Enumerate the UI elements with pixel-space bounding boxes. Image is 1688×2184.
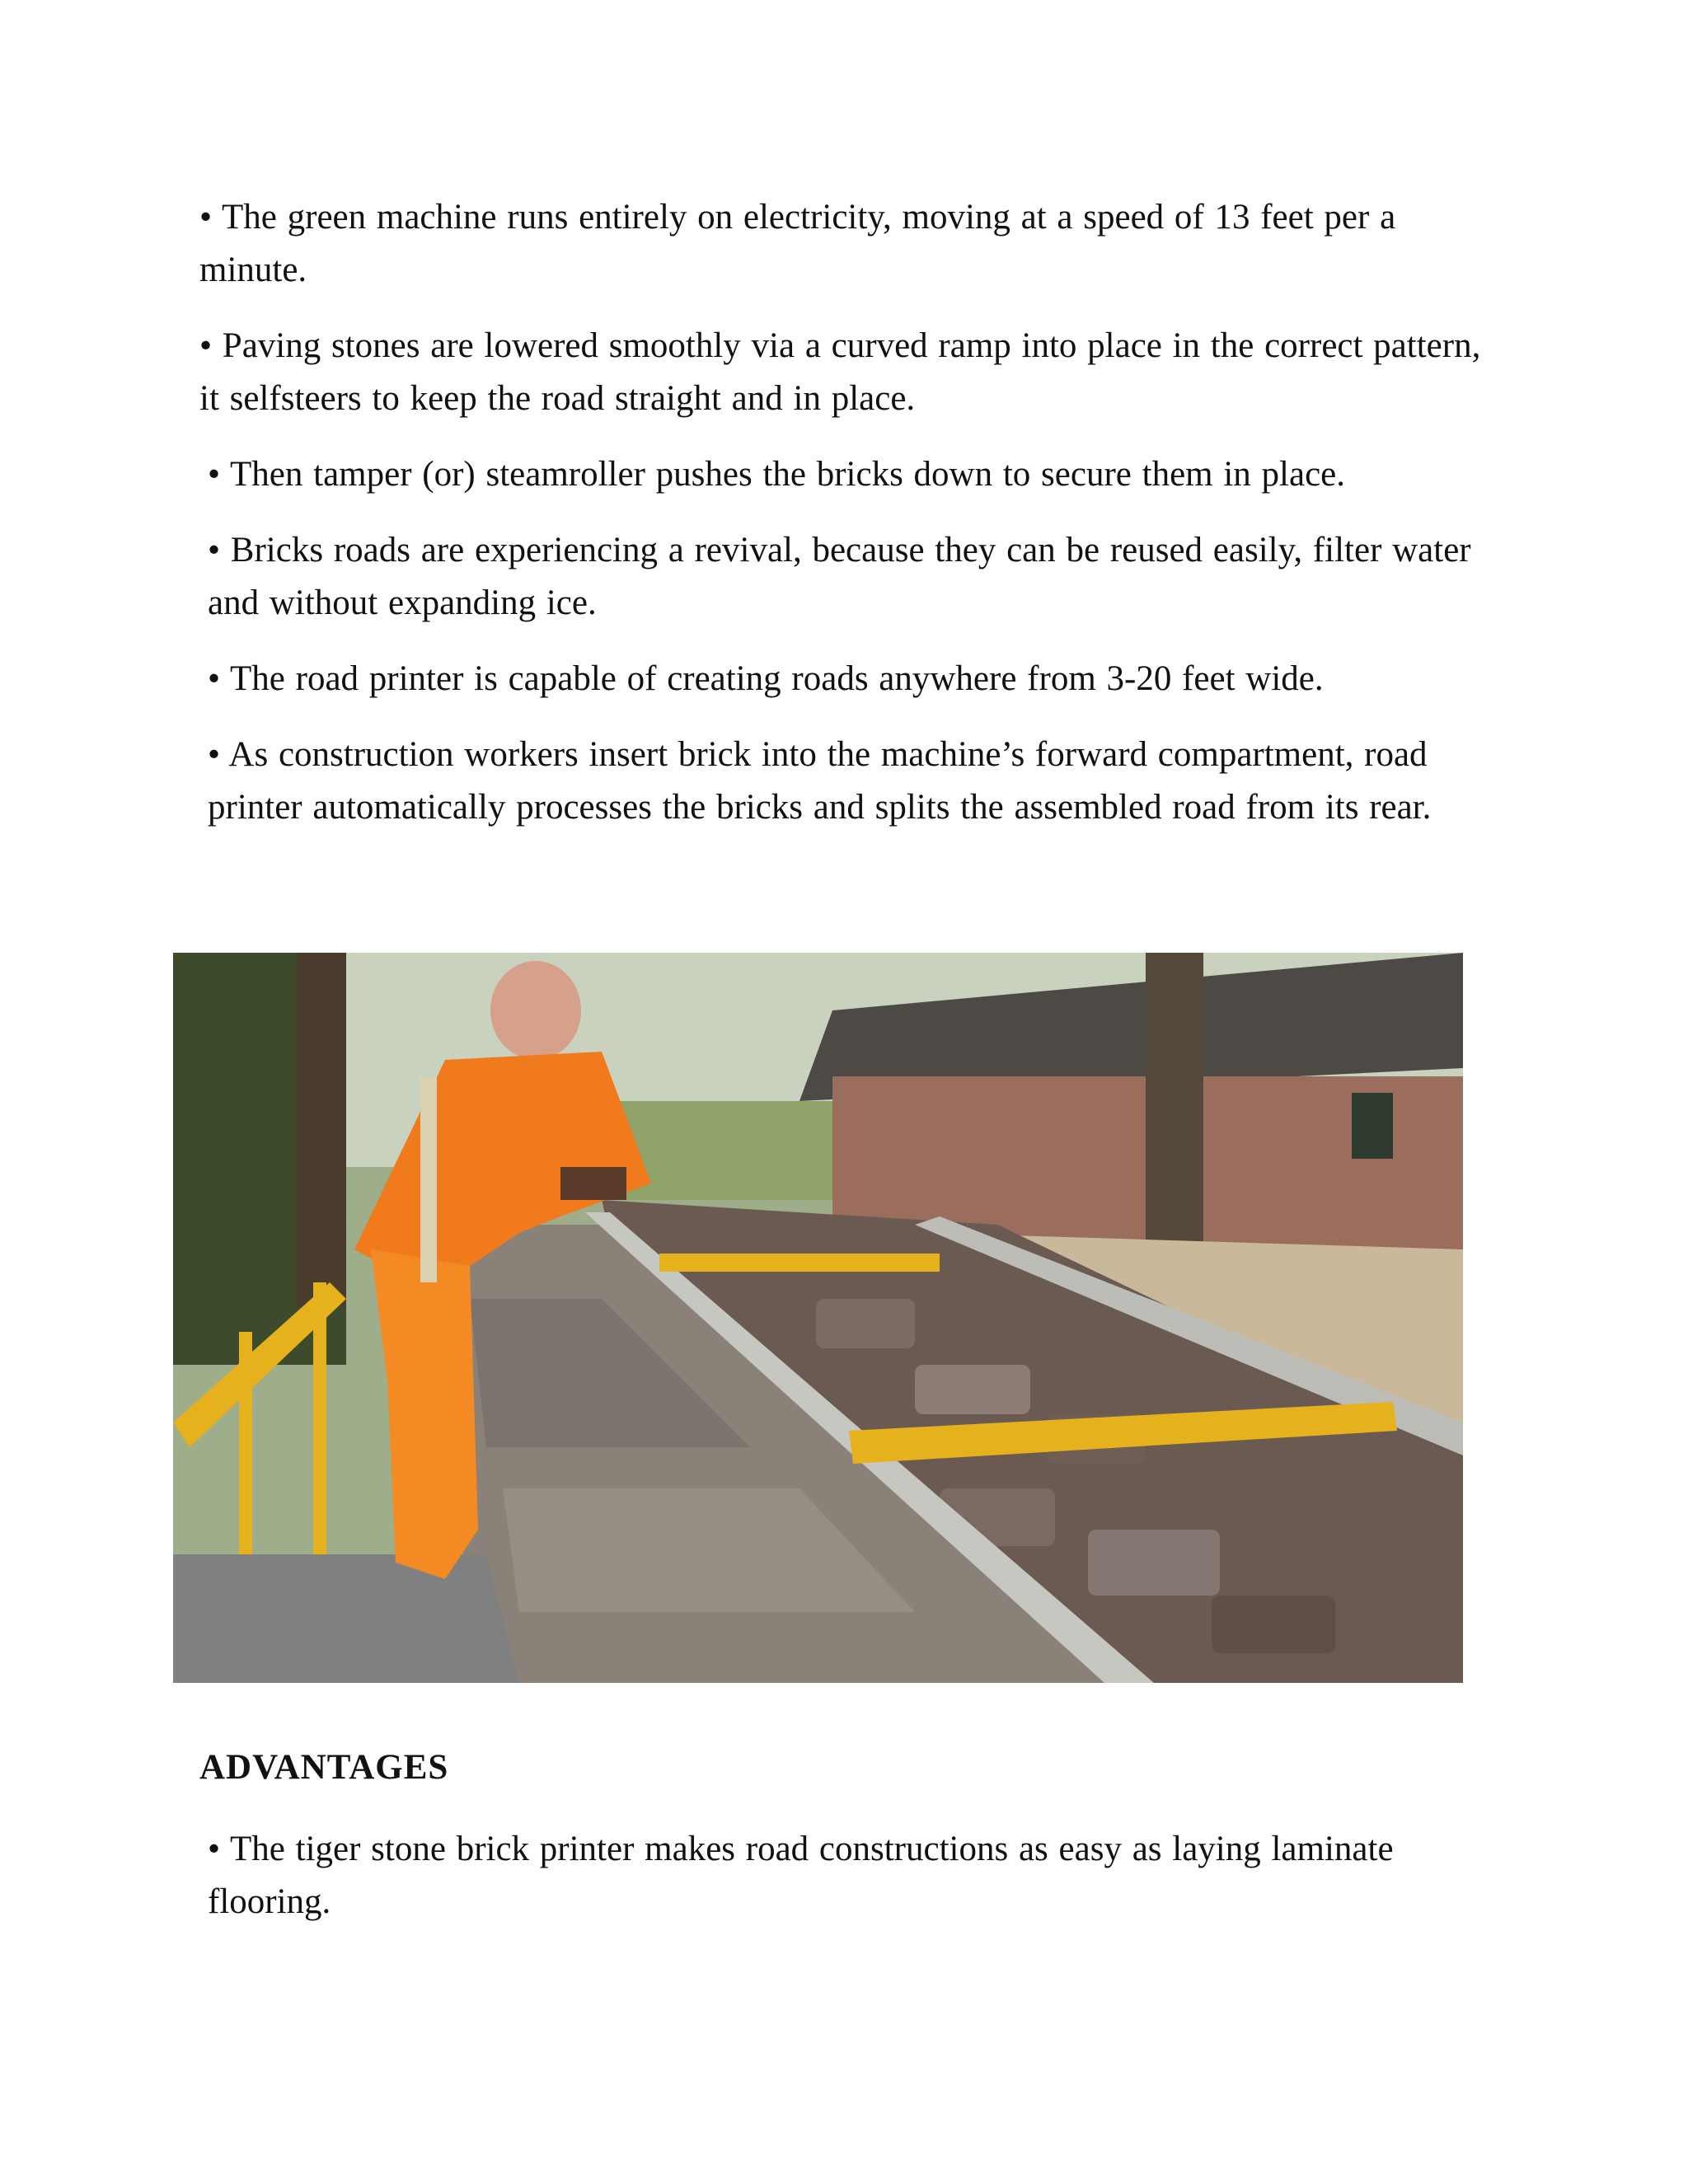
bullet-list [199,191,1485,857]
advantage-item: • The tiger stone brick printer makes road constructions as easy as laying laminate flooring. [208,1830,1394,1921]
worker-loading-bricks-illustration [173,953,1463,1683]
bullet-item: • Bricks roads are experiencing a revival, because they can be reused easily, filter water and without expanding ice. [208,531,1471,622]
bullet-item: • As construction workers insert brick into the machine’s forward compartment, road printer automatically processes the bricks and splits the assembled road from its rear. [208,735,1432,827]
road-printer-photo [173,953,1463,1683]
bullet-item: • Paving stones are lowered smoothly via a curved ramp into place in the correct pattern, it selfsteers to keep the road straight and in place. [199,326,1481,418]
bullet-item: • Then tamper (or) steamroller pushes the bricks down to secure them in place. [208,455,1345,494]
section-heading-advantages: ADVANTAGES [199,1748,449,1787]
bullet-item: • The road printer is capable of creating roads anywhere from 3-20 feet wide. [208,659,1324,698]
advantages-list [199,1823,1485,1952]
bullet-item: • The green machine runs entirely on electricity, moving at a speed of 13 feet per a minute. [199,198,1396,289]
